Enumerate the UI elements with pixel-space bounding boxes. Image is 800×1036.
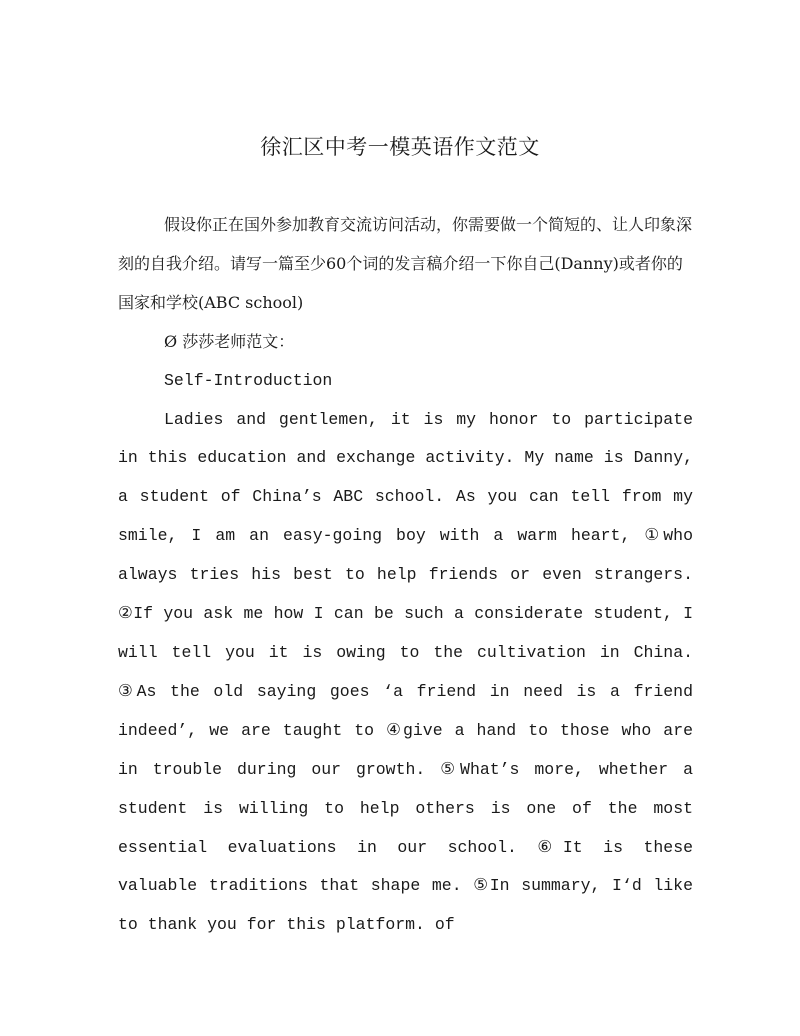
writing-prompt: 假设你正在国外参加教育交流访问活动，你需要做一个简短的、让人印象深刻的自我介绍。请写一篇至少60个词的发言稿介绍一下你自己(Danny)或者你的国家和学校(ABC school): [118, 215, 693, 312]
essay-body: Ladies and gentlemen, it is my honor to participate in this education and exchange activity. My name is Danny, a student of China’s ABC school. As you can tell from my smile, I am an easy-going boy with a warm heart, ①who always tries his best to help friends or even strangers. ②If you ask me how I can be such a considerate student, I will tell you it is owing to the cultivation in China. ③As the old saying goes ‘a friend in need is a friend indeed’, we are taught to ④give a hand to those who are in trouble during our growth. ⑤What’s more, whether a student is willing to help others is one of the most essential evaluations in our school. ⑥It is these valuable traditions that shape me. ⑤In summary, I‘d like to thank you for this platform. of: [118, 409, 693, 935]
teacher-label: Ø 莎莎老师范文：: [164, 331, 295, 351]
document-body: [118, 206, 693, 945]
essay-title: Self-Introduction: [164, 370, 333, 390]
document-title: 徐汇区中考一模英语作文范文: [260, 135, 540, 159]
